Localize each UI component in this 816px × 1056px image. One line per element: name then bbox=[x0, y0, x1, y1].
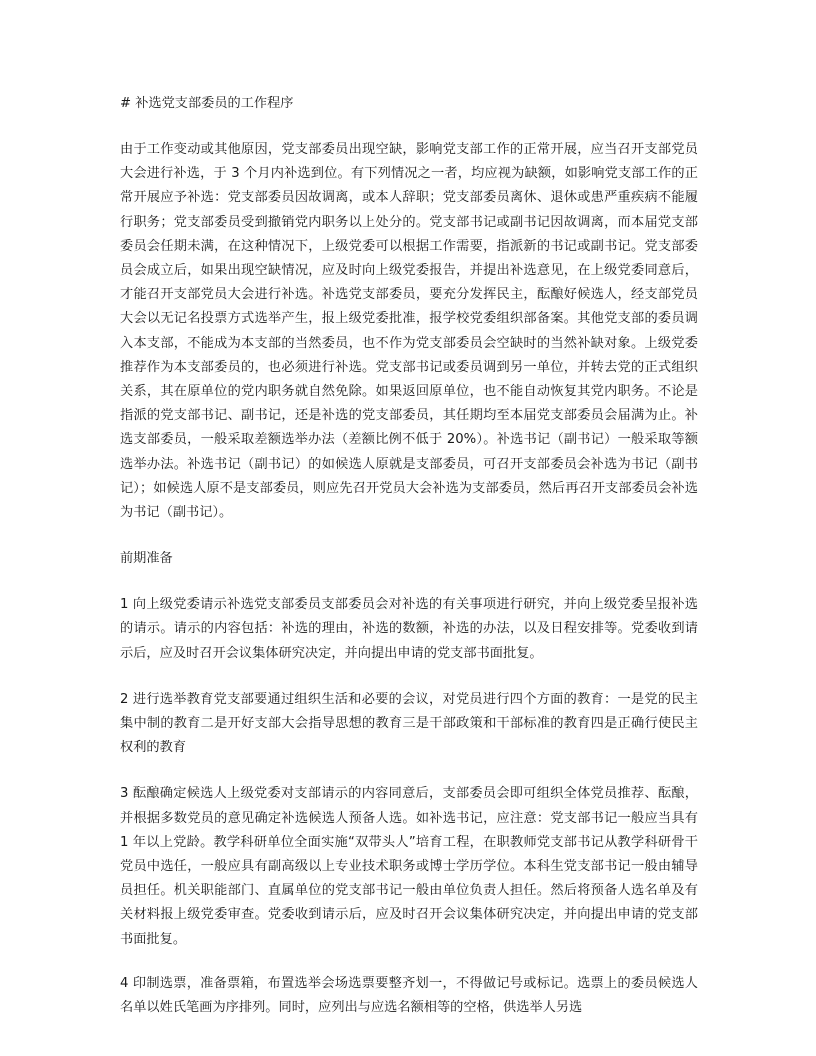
document-title: # 补选党支部委员的工作程序 bbox=[120, 96, 294, 111]
step-2-paragraph: 2 进行选举教育党支部要通过组织生活和必要的会议，对党员进行四个方面的教育：一是党的民主集中制的教育二是开好支部大会指导思想的教育三是干部政策和干部标准的教育四是正确行使民主权利的教育 bbox=[120, 691, 698, 756]
step-4-paragraph: 4 印制选票，准备票箱，布置选举会场选票要整齐划一，不得做记号或标记。选票上的委员候选人名单以姓氏笔画为序排列。同时，应列出与应选名额相等的空格，供选举人另选 bbox=[120, 975, 698, 1016]
section-title: 前期准备 bbox=[120, 551, 173, 567]
step-1-paragraph: 1 向上级党委请示补选党支部委员支部委员会对补选的有关事项进行研究，并向上级党委呈报补选的请示。请示的内容包括：补选的理由，补选的数额，补选的办法，以及日程安排等。党委收到请示后，应及时召开会议集体研究决定，并向提出申请的党支部书面批复。 bbox=[120, 597, 698, 661]
intro-paragraph: 由于工作变动或其他原因，党支部委员出现空缺，影响党支部工作的正常开展，应当召开支部党员大会进行补选，于 3 个月内补选到位。有下列情况之一者，均应视为缺额，如影响党支部工作的正常开展应予补选：党支部委员因故调离，或本人辞职；党支部委员离休、退休或患严重疾病不能履行职务；党支部委员受到撤销党内职务以上处分的。党支部书记或副书记因故调离，而本届党支部委员会任期未满，在这种情况下，上级党委可以根据工作需要，指派新的书记或副书记。党支部委员会成立后，如果出现空缺情况，应及时向上级党委报告，并提出补选意见，在上级党委同意后，才能召开支部党员大会进行补选。补选党支部委员，要充分发挥民主，酝酿好候选人，经支部党员大会以无记名投票方式选举产生，报上级党委批准，报学校党委组织部备案。其他党支部的委员调入本支部，不能成为本支部的当然委员，也不作为党支部委员会空缺时的当然补缺对象。上级党委推荐作为本支部委员的，也必须进行补选。党支部书记或委员调到另一单位，并转去党的正式组织关系，其在原单位的党内职务就自然免除。如果返回原单位，也不能自动恢复其党内职务。不论是指派的党支部书记、副书记，还是补选的党支部委员，其任期均至本届党支部委员会届满为止。补选支部委员，一般采取差额选举办法（差额比例不低于 20%）。补选书记（副书记）一般采取等额选举办法。补选书记（副书记）的如候选人原就是支部委员，可召开支部委员会补选为书记（副书记）；如候选人原不是支部委员，则应先召开党员大会补选为支部委员，然后再召开支部委员会补选为书记（副书记）。 bbox=[120, 142, 698, 521]
document-page bbox=[120, 92, 698, 1042]
step-3-paragraph: 3 酝酿确定候选人上级党委对支部请示的内容同意后，支部委员会即可组织全体党员推荐、酝酿，并根据多数党员的意见确定补选候选人预备人选。如补选书记，应注意：党支部书记一般应当具有 1 年以上党龄。教学科研单位全面实施“双带头人”培育工程，在职教师党支部书记从教学科研骨干党员中选任，一般应具有副高级以上专业技术职务或博士学历学位。本科生党支部书记一般由辅导员担任。机关职能部门、直属单位的党支部书记一般由单位负责人担任。然后将预备人选名单及有关材料报上级党委审查。党委收到请示后，应及时召开会议集体研究决定，并向提出申请的党支部书面批复。 bbox=[120, 786, 698, 947]
